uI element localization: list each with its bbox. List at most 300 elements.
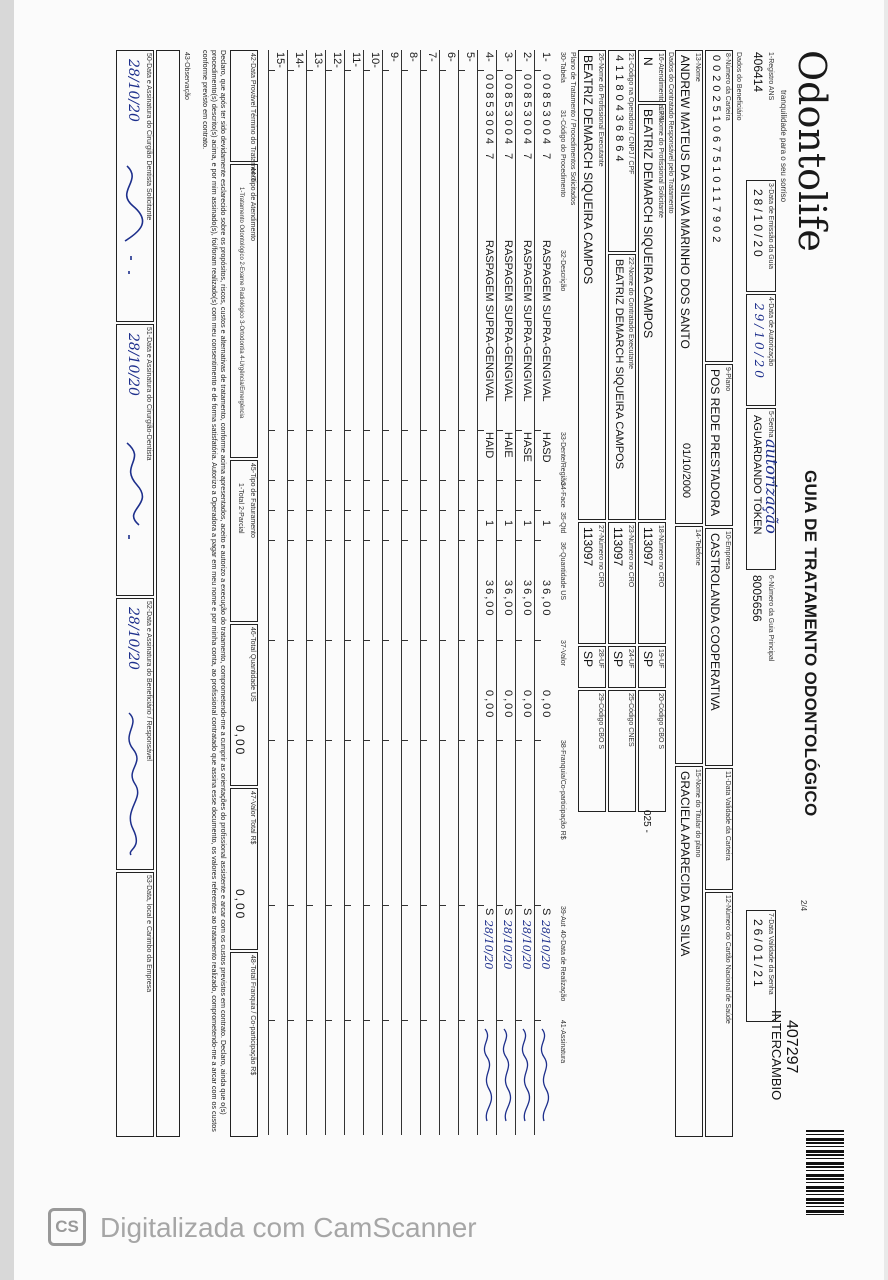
- total-us-label: 46-Total Quantidade US: [249, 627, 256, 702]
- cell-divider: [364, 510, 370, 511]
- cro-value: 113097: [641, 527, 655, 567]
- table-row: [363, 50, 383, 1135]
- cell-divider: [307, 905, 313, 906]
- cell-divider: [478, 905, 484, 906]
- cro3-label: 27-Número no CRO: [597, 525, 604, 588]
- table-row: [420, 50, 440, 1135]
- signature-empresa: [116, 872, 154, 1137]
- cell-n: 8-: [407, 52, 419, 62]
- table-row: [325, 50, 345, 1135]
- cell-aut: S: [483, 908, 495, 916]
- cell-divider: [459, 70, 465, 71]
- cell-divider: [516, 70, 522, 71]
- termino-label: 42-Data Provável Término do Tratamento: [249, 53, 256, 182]
- cell-n: 14-: [293, 52, 305, 68]
- cell-divider: [516, 640, 522, 641]
- cell-codigo: 00853004 7: [540, 74, 552, 163]
- cell-n: 11-: [350, 52, 362, 68]
- autorizacao-box: [746, 294, 776, 406]
- carteira-value: 0020251067510117902: [710, 55, 722, 247]
- empresa-box: [705, 528, 733, 766]
- nome-label: 13-Nome: [694, 53, 701, 82]
- procedures-table: [264, 50, 554, 1135]
- cell-divider: [497, 640, 503, 641]
- cell-descricao: RASPAGEM SUPRA-GENGIVAL: [483, 240, 495, 402]
- table-row: [268, 50, 288, 1135]
- cell-divider: [307, 540, 313, 541]
- uf2-label: 24-UF: [627, 649, 634, 669]
- prof-solicitante-box: [638, 104, 666, 520]
- cell-us: 36,00: [521, 580, 533, 618]
- cell-n: 2-: [521, 52, 533, 62]
- col-regiao: 33-Dente/Região: [559, 432, 566, 485]
- cell-divider: [288, 740, 294, 741]
- plano-value: POS REDE PRESTADORA: [708, 369, 722, 517]
- cns-label: 12-Número do Cartão Nacional de Saúde: [724, 895, 731, 1024]
- cell-divider: [269, 430, 275, 431]
- cell-divider: [459, 480, 465, 481]
- cell-divider: [535, 430, 541, 431]
- cell-divider: [478, 740, 484, 741]
- cell-divider: [440, 905, 446, 906]
- cell-us: 36,00: [540, 580, 552, 618]
- cell-divider: [345, 740, 351, 741]
- cell-divider: [383, 905, 389, 906]
- row-signature-scribble: [536, 1025, 552, 1125]
- telefone-box: [675, 526, 703, 764]
- cell-divider: [459, 740, 465, 741]
- row-signature-scribble: [479, 1025, 495, 1125]
- validade-senha-box: [746, 910, 776, 1022]
- cell-divider: [459, 430, 465, 431]
- cell-divider: [421, 640, 427, 641]
- table-row: [439, 50, 459, 1135]
- empresa-value: CASTROLANDA COOPERATIVA: [708, 533, 722, 711]
- cpf-label: 21-Código na Operadora / CNPJ / CPF: [627, 53, 634, 175]
- col-aut: 39-Aut: [559, 906, 566, 927]
- signature-2-scribble: [119, 435, 147, 575]
- cbo3-box: [578, 690, 606, 812]
- cell-divider: [326, 480, 332, 481]
- camscanner-logo: CS: [48, 1208, 86, 1246]
- cell-aut: S: [521, 908, 533, 916]
- treatment-guide-form: [94, 50, 834, 1230]
- col-us: 36-Quantidade US: [559, 542, 566, 600]
- cell-aut: S: [540, 908, 552, 916]
- cell-divider: [459, 1020, 465, 1021]
- cell-n: 9-: [388, 52, 400, 62]
- cell-us: 36,00: [483, 580, 495, 618]
- cell-divider: [421, 480, 427, 481]
- cbo-label: 20-Código CBO S: [657, 693, 664, 750]
- uf-value: SP: [641, 651, 655, 668]
- cell-n: 7-: [426, 52, 438, 62]
- cell-divider: [364, 70, 370, 71]
- emissao-label: 3-Data de Emissão da Guia: [767, 183, 774, 269]
- senha-label: 5-Senha: [767, 411, 774, 438]
- cell-divider: [364, 740, 370, 741]
- titular-value: GRACIELA APARECIDA DA SILVA: [678, 771, 692, 957]
- cell-descricao: RASPAGEM SUPRA-GENGIVAL: [540, 240, 552, 402]
- rn-value: N: [641, 57, 655, 66]
- cnes-box: [608, 690, 636, 812]
- cell-divider: [421, 1020, 427, 1021]
- cell-divider: [326, 740, 332, 741]
- guide-title: GUIA DE TRATAMENTO ODONTOLÓGICO: [801, 470, 820, 817]
- autorizacao-value: 29/10/20: [752, 303, 766, 381]
- cell-divider: [269, 540, 275, 541]
- cell-divider: [402, 70, 408, 71]
- col-franquia: 38-Franquia/Co-participação R$: [559, 740, 566, 840]
- prof-executante-value: BEATRIZ DEMARCH SIQUEIRA CAMPOS: [581, 55, 595, 285]
- validade-senha-value: 26/01/21: [751, 919, 765, 990]
- table-row: [515, 50, 535, 1135]
- cell-divider: [497, 510, 503, 511]
- cell-divider: [459, 540, 465, 541]
- cell-divider: [383, 640, 389, 641]
- contratado-box: [608, 254, 636, 520]
- cell-divider: [364, 905, 370, 906]
- cell-divider: [288, 540, 294, 541]
- senha-value: AGUARDANDO TOKEN: [751, 415, 763, 535]
- signature-beneficiario: [116, 598, 154, 870]
- plano-section: Plano de Tratamento / Procedimentos Solicitados: [569, 52, 576, 206]
- total-us-box: [230, 624, 258, 786]
- cro3-value: 113097: [581, 527, 595, 567]
- cell-n: 1-: [540, 52, 552, 62]
- table-row: [401, 50, 421, 1135]
- cell-divider: [478, 1020, 484, 1021]
- cell-divider: [345, 480, 351, 481]
- cell-divider: [345, 540, 351, 541]
- cell-divider: [288, 640, 294, 641]
- declaration-text: Declaro, que após ter sido devidamente esclarecido sobre os propósitos, riscos, custos e alternativas de tratamento, conforme acima apresentados, aceito e autorizo a execução do tratamento, comprometendo-me a cumprir as orientações do profissional assistente e arcar com os custos previstos em contrato. Declaro, ainda que o(s) procedimento(s) descrito(s) acima, e por mim assinado(s), foi/foram realizado(s) com meu consentimento e de forma satisfatória. Autorizo a Operadora a pagar em meu nome e por minha conta, ao profissional contratado que assina esse documento, os valores referentes ao tratamento realizado, comprometendo-me a arcar com os custos conforme previsto em contrato.: [201, 50, 228, 1132]
- cell-divider: [307, 510, 313, 511]
- page-ref: 2/4: [799, 900, 808, 912]
- procedures-header: [554, 50, 566, 1135]
- cell-divider: [402, 540, 408, 541]
- cell-n: 3-: [502, 52, 514, 62]
- guide-number: 407297: [783, 1020, 800, 1074]
- table-row: [344, 50, 364, 1135]
- cell-divider: [535, 510, 541, 511]
- tipo-atendimento-options: 1-Tratamento Odontológico 2-Exame Radiológico 3-Ortodontia 4-Urgência/Emergência: [238, 187, 244, 419]
- cro2-label: 23-Número no CRO: [627, 525, 634, 588]
- empresa-label: 10-Empresa: [724, 531, 731, 570]
- uf2-value: SP: [611, 651, 625, 668]
- cell-regiao: HASD: [540, 432, 552, 463]
- col-valor: 37-Valor: [559, 640, 566, 666]
- cell-divider: [478, 640, 484, 641]
- table-row: [477, 50, 497, 1135]
- cell-divider: [383, 1020, 389, 1021]
- prof-executante-box: [578, 50, 606, 520]
- document-page: [14, 0, 884, 1280]
- cell-data: 28/10/20: [501, 920, 514, 970]
- cell-qtd: 1: [483, 520, 495, 527]
- cell-divider: [326, 640, 332, 641]
- cell-divider: [288, 480, 294, 481]
- sig2-label: 51-Data e Assinatura do Cirurgião-Dentista: [145, 327, 152, 461]
- cell-codigo: 00853004 7: [483, 74, 495, 163]
- cell-data: 28/10/20: [539, 920, 552, 970]
- code-025: 025 -: [641, 810, 652, 833]
- tipo-atendimento-box: [230, 164, 258, 458]
- cell-divider: [478, 70, 484, 71]
- table-row: [306, 50, 326, 1135]
- barcode: [806, 1130, 844, 1215]
- col-codigo: 31-Código do Procedimento: [559, 110, 566, 198]
- titular-box: [675, 766, 703, 1137]
- cell-divider: [421, 540, 427, 541]
- cell-divider: [440, 1020, 446, 1021]
- cell-divider: [288, 1020, 294, 1021]
- cell-divider: [326, 510, 332, 511]
- cro2-value: 113097: [611, 527, 625, 567]
- table-row: [382, 50, 402, 1135]
- cell-divider: [364, 430, 370, 431]
- cell-divider: [459, 905, 465, 906]
- faturamento-options: 1-Total 2-Parcial: [237, 483, 244, 534]
- sig3-date: 28/10/20: [125, 607, 141, 670]
- cell-divider: [497, 740, 503, 741]
- col-face: 34-Face: [559, 482, 566, 508]
- cell-n: 12-: [331, 52, 343, 68]
- cell-divider: [402, 1020, 408, 1021]
- faturamento-label: 45-Tipo de Faturamento: [249, 463, 256, 538]
- cell-divider: [269, 510, 275, 511]
- cell-divider: [535, 1020, 541, 1021]
- cell-divider: [307, 1020, 313, 1021]
- cell-divider: [478, 480, 484, 481]
- nascimento-value: 01/10/2000: [680, 443, 692, 499]
- cell-divider: [440, 70, 446, 71]
- prof-executante-label: 26-Nome do Profissional Executante: [597, 53, 604, 167]
- cell-divider: [307, 70, 313, 71]
- cell-divider: [345, 905, 351, 906]
- uf3-label: 28-UF: [597, 649, 604, 669]
- guia-principal-value: 8005656: [750, 575, 764, 622]
- cell-codigo: 00853004 7: [502, 74, 514, 163]
- signature-solicitante: [116, 50, 154, 322]
- titular-label: 15-Nome do Titular do plano: [694, 769, 701, 858]
- table-row: [534, 50, 554, 1135]
- faturamento-box: [230, 460, 258, 622]
- signature-3-scribble: [119, 709, 145, 859]
- cell-divider: [383, 740, 389, 741]
- cell-divider: [326, 70, 332, 71]
- cell-divider: [288, 70, 294, 71]
- cell-divider: [459, 510, 465, 511]
- cell-divider: [535, 905, 541, 906]
- cell-divider: [478, 430, 484, 431]
- cell-data: 28/10/20: [482, 920, 495, 970]
- cell-valor: 0,00: [483, 690, 495, 720]
- table-row: [496, 50, 516, 1135]
- cro2-box: [608, 522, 636, 644]
- valor-total-label: 47-Valor Total R$: [249, 791, 256, 845]
- cell-divider: [516, 540, 522, 541]
- logo-tagline: tranquilidade para o seu sorriso: [779, 90, 788, 203]
- guia-principal-label: 6-Número da Guia Principal: [767, 575, 774, 662]
- cell-divider: [440, 740, 446, 741]
- prof-solicitante-value: BEATRIZ DEMARCH SIQUEIRA CAMPOS: [641, 109, 655, 339]
- uf3-value: SP: [581, 651, 595, 668]
- signature-dentista: [116, 324, 154, 596]
- signature-1-scribble: [119, 161, 145, 301]
- cell-divider: [345, 70, 351, 71]
- total-franquia-label: 48-Total Franquia / Co-participação R$: [249, 955, 256, 1076]
- cell-regiao: HASE: [521, 432, 533, 462]
- col-tabela: 30-Tabela: [559, 52, 566, 83]
- carteira-label: 8-Número da Carteira: [724, 53, 731, 121]
- uf-label: 19-UF: [657, 649, 664, 669]
- sig1-label: 50-Data e Assinatura do Cirurgião Dentista Solicitante: [145, 53, 152, 221]
- cell-divider: [345, 430, 351, 431]
- sig4-label: 53-Data, local e Carimbo da Empresa: [145, 875, 152, 993]
- cell-qtd: 1: [502, 520, 514, 527]
- validade-carteira-box: [705, 768, 733, 890]
- cell-divider: [345, 1020, 351, 1021]
- col-data: 40-Data de Realização: [559, 930, 566, 1002]
- emissao-box: [746, 180, 776, 292]
- cell-divider: [383, 540, 389, 541]
- valor-total-value: 0,00: [233, 889, 247, 921]
- valor-total-box: [230, 788, 258, 950]
- contratado-value: BEATRIZ DEMARCH SIQUEIRA CAMPOS: [613, 259, 625, 470]
- senha-handwritten: autorização: [762, 439, 781, 534]
- cell-divider: [440, 480, 446, 481]
- cell-divider: [516, 740, 522, 741]
- cell-descricao: RASPAGEM SUPRA-GENGIVAL: [502, 240, 514, 402]
- cell-divider: [497, 1020, 503, 1021]
- col-qtd: 35-Qtd: [559, 512, 566, 534]
- cell-divider: [421, 740, 427, 741]
- odontolife-logo: Odontolife: [790, 50, 834, 252]
- cell-divider: [383, 70, 389, 71]
- cell-divider: [326, 905, 332, 906]
- ans-label: 1-Registro ANS: [767, 52, 774, 101]
- cell-n: 10-: [369, 52, 381, 68]
- cell-divider: [497, 540, 503, 541]
- cell-divider: [269, 480, 275, 481]
- uf-box: [638, 646, 666, 688]
- cro3-box: [578, 522, 606, 644]
- cell-divider: [269, 905, 275, 906]
- cell-divider: [535, 70, 541, 71]
- cell-divider: [402, 510, 408, 511]
- sig2-date: 28/10/20: [125, 333, 141, 396]
- cell-divider: [516, 510, 522, 511]
- guide-type: INTERCAMBIO: [769, 1010, 784, 1101]
- cpf-value: 41180436864: [613, 55, 625, 166]
- cell-n: 5-: [464, 52, 476, 62]
- scan-edge: [0, 0, 14, 1280]
- cell-n: 13-: [312, 52, 324, 68]
- cns-box: [705, 892, 733, 1137]
- cell-n: 15-: [274, 52, 286, 68]
- cell-qtd: 1: [540, 520, 552, 527]
- cell-divider: [326, 430, 332, 431]
- cell-n: 6-: [445, 52, 457, 62]
- cell-divider: [535, 740, 541, 741]
- contratado-section: Dados do Contratado Responsável pelo Tratamento: [667, 52, 674, 214]
- cell-divider: [402, 640, 408, 641]
- cell-divider: [421, 510, 427, 511]
- cell-codigo: 00853004 7: [521, 74, 533, 163]
- cell-divider: [402, 430, 408, 431]
- rn-label: 16-Atendimento a RN: [657, 53, 664, 121]
- cell-divider: [497, 430, 503, 431]
- nome-value: ANDREW MATEUS DA SILVA MARINHO DOS SANTO: [678, 55, 692, 349]
- cell-data: 28/10/20: [520, 920, 533, 970]
- cell-divider: [307, 430, 313, 431]
- cell-divider: [307, 640, 313, 641]
- cell-divider: [383, 480, 389, 481]
- observacao-label: 43-Observação: [183, 52, 190, 100]
- cell-divider: [288, 905, 294, 906]
- cell-divider: [478, 510, 484, 511]
- uf2-box: [608, 646, 636, 688]
- emissao-value: 28/10/20: [751, 189, 765, 260]
- table-row: [287, 50, 307, 1135]
- carteira-box: [705, 50, 733, 362]
- cell-divider: [364, 540, 370, 541]
- row-signature-scribble: [517, 1025, 533, 1125]
- cell-divider: [383, 510, 389, 511]
- cell-divider: [345, 640, 351, 641]
- cell-divider: [402, 480, 408, 481]
- cell-divider: [269, 640, 275, 641]
- termino-box: [230, 50, 258, 182]
- plano-label: 9-Plano: [724, 367, 731, 392]
- cell-valor: 0,00: [540, 690, 552, 720]
- cell-divider: [497, 480, 503, 481]
- observacao-box: [156, 50, 180, 1137]
- cell-divider: [307, 480, 313, 481]
- cell-divider: [440, 430, 446, 431]
- cpf-box: [608, 50, 636, 252]
- cell-regiao: HAIE: [502, 432, 514, 458]
- total-franquia-box: [230, 952, 258, 1137]
- cell-divider: [497, 905, 503, 906]
- row-signature-scribble: [498, 1025, 514, 1125]
- cell-divider: [383, 430, 389, 431]
- cell-divider: [288, 430, 294, 431]
- cnes-label: 25-Código CNES: [627, 693, 634, 747]
- validade-carteira-label: 11-Data Validade da Carteira: [724, 771, 731, 861]
- validade-senha-label: 7-Data Validade da Senha: [767, 913, 774, 995]
- cell-divider: [326, 1020, 332, 1021]
- cell-descricao: RASPAGEM SUPRA-GENGIVAL: [521, 240, 533, 402]
- cell-divider: [288, 510, 294, 511]
- cell-divider: [364, 480, 370, 481]
- cell-divider: [516, 1020, 522, 1021]
- cell-divider: [402, 740, 408, 741]
- cell-divider: [421, 430, 427, 431]
- cell-regiao: HAID: [483, 432, 495, 459]
- cro-label: 18-Número no CRO: [657, 525, 664, 588]
- nome-box: [675, 50, 703, 524]
- cell-divider: [459, 640, 465, 641]
- cell-divider: [269, 1020, 275, 1021]
- cell-divider: [516, 480, 522, 481]
- cell-divider: [497, 70, 503, 71]
- cell-divider: [364, 1020, 370, 1021]
- cell-divider: [269, 70, 275, 71]
- plano-box: [705, 364, 733, 526]
- ans-value: 406414: [751, 52, 765, 93]
